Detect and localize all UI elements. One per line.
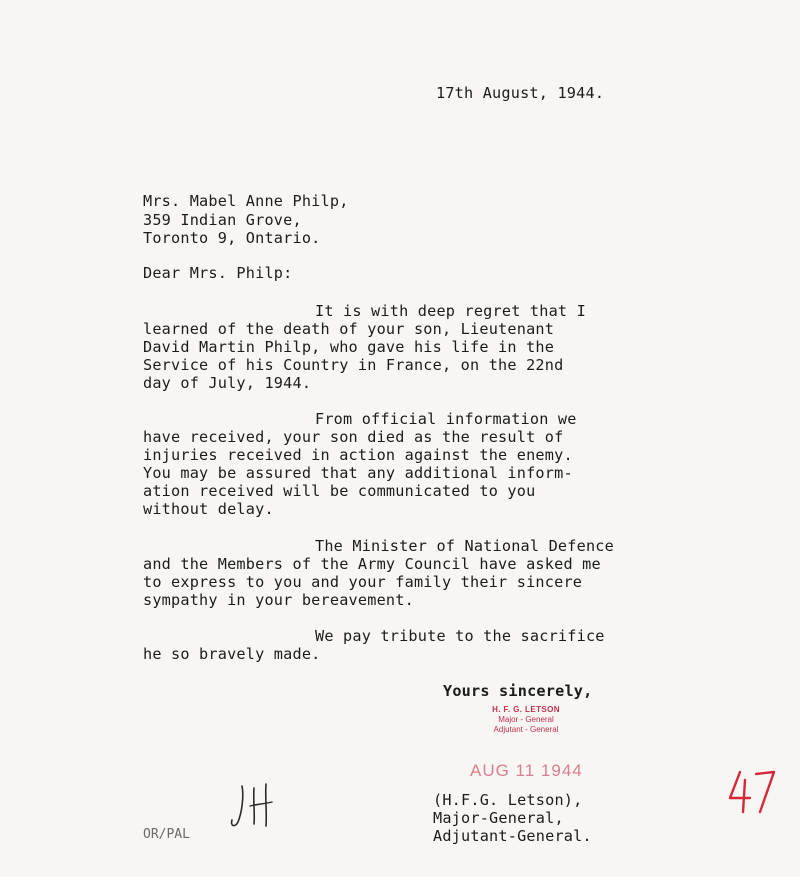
stamp-rank: Major - General bbox=[498, 715, 554, 724]
signature-stamp bbox=[466, 705, 586, 735]
signatory-line: Major-General, bbox=[433, 809, 564, 827]
received-date-stamp: AUG 11 1944 bbox=[470, 761, 583, 780]
paragraph-line: The Minister of National Defence bbox=[315, 537, 614, 555]
paragraph-line: David Martin Philp, who gave his life in the bbox=[143, 338, 555, 356]
signatory-line: Adjutant-General. bbox=[433, 827, 592, 845]
salutation: Dear Mrs. Philp: bbox=[143, 264, 293, 282]
paragraph-line: learned of the death of your son, Lieutenant bbox=[143, 320, 555, 338]
paragraph-line: It is with deep regret that I bbox=[315, 302, 586, 320]
paragraph-line: From official information we bbox=[315, 410, 577, 428]
paragraph-line: Service of his Country in France, on the 22nd bbox=[143, 356, 564, 374]
address-line: Toronto 9, Ontario. bbox=[143, 229, 321, 247]
stamp-name: H. F. G. LETSON bbox=[492, 705, 560, 714]
handwritten-initials bbox=[228, 782, 288, 832]
paragraph-line: have received, your son died as the result of bbox=[143, 428, 564, 446]
paragraph-line: ation received will be communicated to you bbox=[143, 482, 536, 500]
stamp-title: Adjutant - General bbox=[493, 725, 559, 734]
paragraph-line: injuries received in action against the enemy. bbox=[143, 446, 573, 464]
address-line: Mrs. Mabel Anne Philp, bbox=[143, 192, 349, 210]
paragraph-line: without delay. bbox=[143, 500, 274, 518]
letter-date: 17th August, 1944. bbox=[436, 84, 605, 102]
paragraph-line: day of July, 1944. bbox=[143, 374, 312, 392]
paragraph-line: sympathy in your bereavement. bbox=[143, 591, 414, 609]
paragraph-line: We pay tribute to the sacrifice bbox=[315, 627, 605, 645]
archive-mark bbox=[726, 768, 780, 816]
paragraph-line: he so bravely made. bbox=[143, 645, 321, 663]
closing: Yours sincerely, bbox=[443, 682, 593, 700]
paragraph-line: and the Members of the Army Council have asked me bbox=[143, 555, 601, 573]
paragraph-line: You may be assured that any additional inform- bbox=[143, 464, 573, 482]
signatory-line: (H.F.G. Letson), bbox=[433, 791, 583, 809]
address-line: 359 Indian Grove, bbox=[143, 211, 302, 229]
reference-code: OR/PAL bbox=[143, 827, 190, 842]
paragraph-line: to express to you and your family their sincere bbox=[143, 573, 583, 591]
